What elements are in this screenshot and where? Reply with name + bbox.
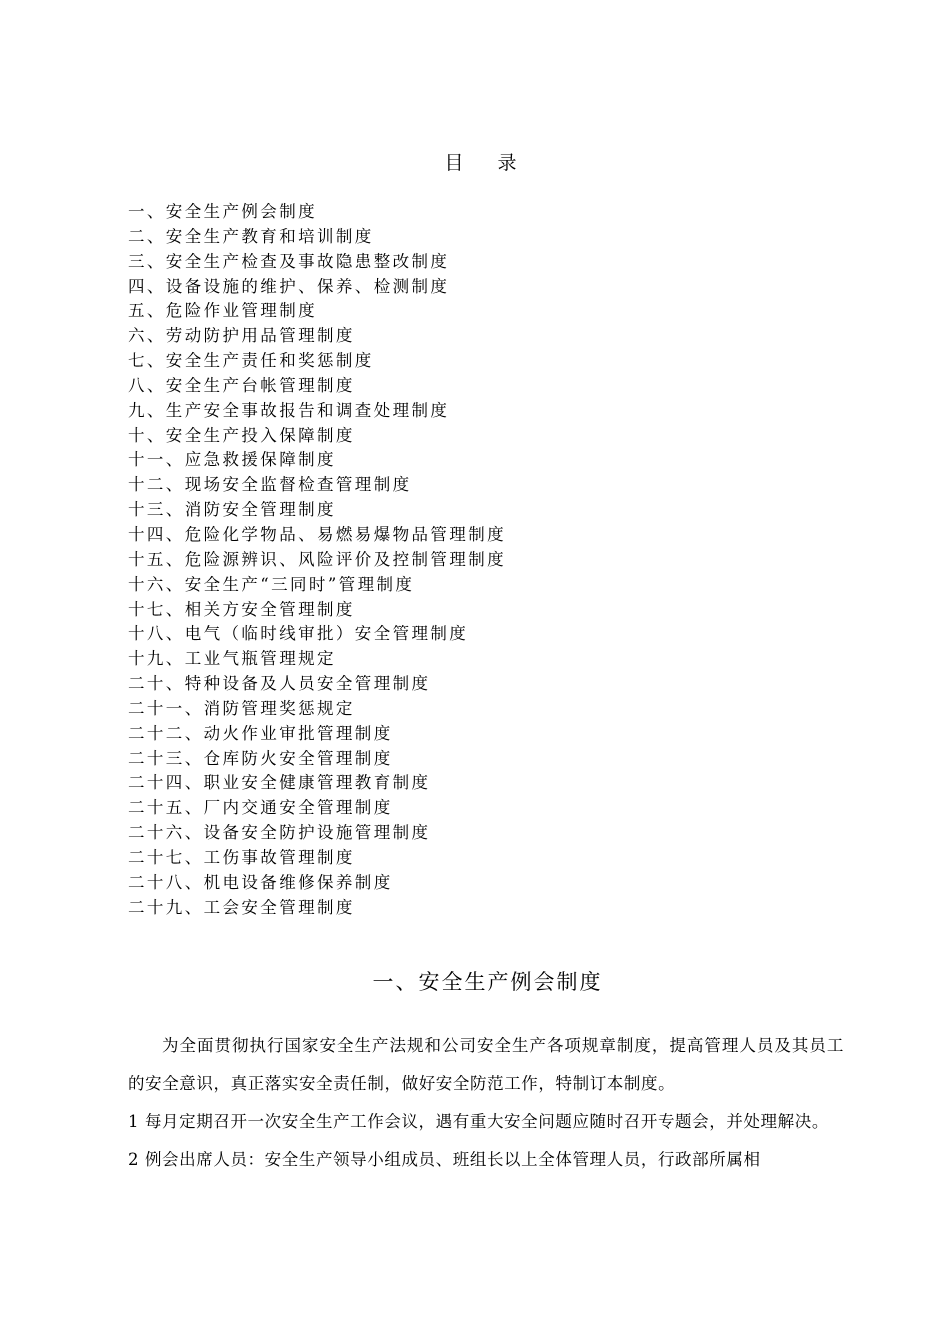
toc-item: 二十六、设备安全防护设施管理制度 <box>128 823 431 843</box>
toc-item: 十六、安全生产“三同时”管理制度 <box>128 574 415 594</box>
toc-item: 二十九、工会安全管理制度 <box>128 897 355 917</box>
toc-item: 十九、工业气瓶管理规定 <box>128 649 336 669</box>
toc-item: 六、劳动防护用品管理制度 <box>128 326 355 346</box>
toc-item: 二十七、工伤事故管理制度 <box>128 847 355 867</box>
toc-item: 一、安全生产例会制度 <box>128 202 317 221</box>
toc-item: 四、设备设施的维护、保养、检测制度 <box>128 276 450 296</box>
toc-item: 十、安全生产投入保障制度 <box>128 425 355 445</box>
toc-item: 二十五、厂内交通安全管理制度 <box>128 798 393 818</box>
toc-item: 十三、消防安全管理制度 <box>128 500 336 520</box>
toc-item: 二、安全生产教育和培训制度 <box>128 226 374 246</box>
toc-item: 三、安全生产检查及事故隐患整改制度 <box>128 251 450 271</box>
toc-item: 二十三、仓库防火安全管理制度 <box>128 748 393 768</box>
toc-item: 二十、特种设备及人员安全管理制度 <box>128 674 431 694</box>
body-paragraph: 1 每月定期召开一次安全生产工作会议，遇有重大安全问题应随时召开专题会，并处理解决。 <box>128 1112 829 1131</box>
toc-item: 五、危险作业管理制度 <box>128 301 317 321</box>
toc-item: 十八、电气（临时线审批）安全管理制度 <box>128 624 469 644</box>
toc-item: 二十八、机电设备维修保养制度 <box>128 872 393 892</box>
toc-item: 七、安全生产责任和奖惩制度 <box>128 351 374 371</box>
toc-item: 十七、相关方安全管理制度 <box>128 599 355 619</box>
toc-item: 二十四、职业安全健康管理教育制度 <box>128 773 431 793</box>
toc-list <box>128 200 506 920</box>
toc-item: 二十二、动火作业审批管理制度 <box>128 723 393 743</box>
body-paragraph: 2 例会出席人员：安全生产领导小组成员、班组长以上全体管理人员，行政部所属相 <box>128 1150 761 1169</box>
toc-item: 十四、危险化学物品、易燃易爆物品管理制度 <box>128 524 506 544</box>
toc-item: 十五、危险源辨识、风险评价及控制管理制度 <box>128 549 506 569</box>
toc-item: 九、生产安全事故报告和调查处理制度 <box>128 400 450 420</box>
section-body <box>128 1027 844 1179</box>
toc-item: 八、安全生产台帐管理制度 <box>128 375 355 395</box>
toc-item: 十一、应急救援保障制度 <box>128 450 336 470</box>
toc-item: 二十一、消防管理奖惩规定 <box>128 698 355 718</box>
body-paragraph: 为全面贯彻执行国家安全生产法规和公司安全生产各项规章制度，提高管理人员及其员工的安全意识，真正落实安全责任制，做好安全防范工作，特制订本制度。 <box>128 1036 844 1093</box>
toc-title: 目 录 <box>444 152 531 174</box>
section-heading: 一、安全生产例会制度 <box>372 970 603 994</box>
toc-item: 十二、现场安全监督检查管理制度 <box>128 475 412 495</box>
